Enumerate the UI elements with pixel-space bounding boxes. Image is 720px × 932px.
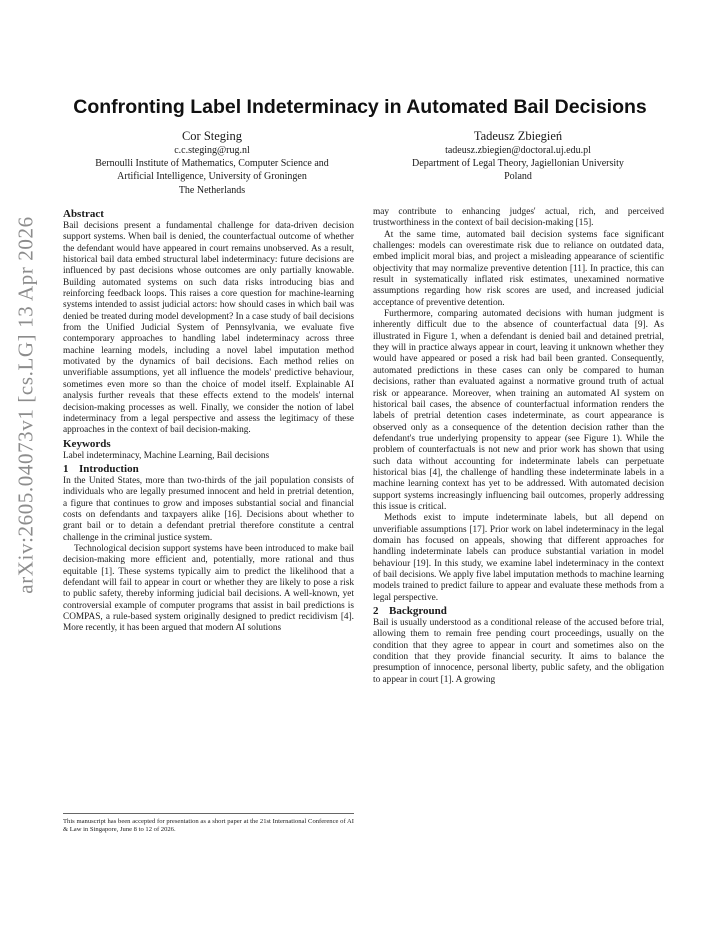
footnote-rule xyxy=(63,813,354,814)
author-affiliation: Poland xyxy=(504,171,532,183)
footnote xyxy=(63,813,354,835)
author-block-2 xyxy=(368,128,668,184)
author-affiliation: The Netherlands xyxy=(178,184,246,196)
author-affiliation: Artificial Intelligence, University of Groningen xyxy=(117,171,307,183)
intro-paragraph: Methods exist to impute indeterminate labels, but all depend on unverifiable assumptions [17]. Prior work on label indeterminacy in the legal domain has focused on appeals, showing that different approaches for handling indeterminate labels can produce substantial variation in model behaviour [19]. In this study, we examine label indeterminacy in the context of bail decisions. We apply five label imputation methods to machine learning models trained to predict failure to appear and evaluate these methods from a legal perspective. xyxy=(373,513,664,603)
keywords-text: Label indeterminacy, Machine Learning, Bail decisions xyxy=(63,450,270,461)
author-name: Cor Steging xyxy=(181,129,243,143)
intro-paragraph-text: Technological decision support systems have been introduced to make bail decision-making more efficient and, potentially, more rational and thus equitable [1]. These systems typically aim to predict the likelihood that a defendant will fail to appear in court or whether they are likely to pose a risk to public safety, thereby informing judicial bail decisions. A well-known, yet controversial example of computer programs that assist in bail predictions is COMPAS, a rule-based system originally designed to predict recidivism [4]. More recently, it has been argued that modern AI solutions xyxy=(63,543,354,634)
arxiv-watermark xyxy=(6,160,46,650)
intro-paragraph xyxy=(63,544,354,635)
abstract-heading: Abstract xyxy=(63,208,104,220)
keywords-heading: Keywords xyxy=(63,437,111,450)
section-title: Introduction xyxy=(79,462,139,475)
intro-paragraph: Furthermore, comparing automated decisions with human judgment is inherently difficult due to the absence of counterfactual data [9]. As illustrated in Figure 1, when a defendant is denied bail and detained pretrial, they will in practice always appear in court, leaving it unknown whether they would have appeared or posed a risk had bail been granted. Consequently, automated predictions in these cases can only be compared to human decisions, rather than evaluated against a normative ground truth of actual risk or appearance. Moreover, when training an automated AI system on historical bail cases, the absence of counterfactual information renders the labels of pretrial detention cases indeterminate, as court appearance is observed only as a consequence of the detention decision rather than the defendant's true underlying propensity to appear (see Figure 1). While the problem of counterfactuals is not new and prior work has shown that using such data without accounting for indeterminate labels can perpetuate historical bias [4], the challenge of handling these indeterminate labels in a machine learning context has yet to be addressed. With automated decision support systems increasingly influencing bail outcomes, properly addressing this issue is critical. xyxy=(373,309,664,512)
section-heading-introduction xyxy=(63,462,354,476)
left-column xyxy=(63,207,354,635)
right-column xyxy=(373,207,664,686)
author-email[interactable]: tadeusz.zbiegien@doctoral.uj.edu.pl xyxy=(445,145,591,156)
background-paragraph: Bail is usually understood as a conditional release of the accused before trial, allowing them to remain free pending court proceedings, usually on the condition that they agree to appear in court and sometimes also on the condition that they provide financial security. It aims to balance the presumption of innocence, personal liberty, public safety, and the obligation to appear in court [1]. A growing xyxy=(373,618,664,685)
paper-title: Confronting Label Indeterminacy in Automated Bail Decisions xyxy=(73,96,647,118)
section-title: Background xyxy=(389,605,447,618)
author-email[interactable]: c.c.steging@rug.nl xyxy=(174,145,250,156)
author-affiliation: Department of Legal Theory, Jagiellonian University xyxy=(412,158,624,170)
section-number: 2 xyxy=(373,605,379,618)
intro-paragraph: At the same time, automated bail decision systems face significant challenges: models can overestimate risk due to reliance on outdated data, embed implicit moral bias, and project a misleading appearance of scientific objectivity that may normalize preventive detention [11]. In practice, this can result in systematically inflated risk estimates, unexamined normative assumptions regarding how risk scores are used, and increased judicial acceptance of preventive detention. xyxy=(373,229,664,308)
section-number: 1 xyxy=(63,462,69,475)
section-heading-background xyxy=(373,604,664,618)
intro-paragraph-continued: may contribute to enhancing judges' actual, rich, and perceived trustworthiness in the context of bail decision-making [15]. xyxy=(373,207,664,229)
arxiv-id[interactable]: arXiv:2605.04073v1 [cs.LG] 13 Apr 2026 xyxy=(13,216,38,594)
abstract-text: Bail decisions present a fundamental challenge for data-driven decision support systems. When bail is denied, the counterfactual outcome of whether the defendant would have appeared in court remains unobserved. As a result, historical bail data embed structural label indeterminacy: future decisions are influenced by past decisions whose outcomes are only partially knowable. Building automated systems on such data risks introducing bias and reinforcing feedback loops. This raises a core question for machine-learning systems intended to assist judicial actors: how should cases in which bail was denied be treated during model development? In a case study of bail decisions from the Unified Judicial System of Pennsylvania, we evaluate five contemporary approaches to handling label indeterminacy across three machine learning models, including a novel label imputation method motivated by the dynamics of bail decisions. Each method relies on unverifiable assumptions, yet all influence the models' predictive behaviour, sometimes even more so than the choice of model itself. Explainable AI analysis further reveals that these effects extend to the models' internal decision-making processes as well. Finally, we consider the notion of label indeterminacy from a legal perspective and assess the legitimacy of these approaches in the context of bail decision-making. xyxy=(63,221,354,436)
author-affiliation: Bernoulli Institute of Mathematics, Computer Science and xyxy=(95,158,329,170)
intro-paragraph: In the United States, more than two-thirds of the jail population consists of individuals who are legally presumed innocent and held in pretrial detention, a figure that continues to grow and imposes substantial social and financial costs on defendants and taxpayers alike [16]. Decisions about whether to grant bail or to detain a defendant pretrial therefore constitute a central challenge in the criminal justice system. xyxy=(63,475,354,543)
author-block-1 xyxy=(62,128,362,197)
footnote-text: This manuscript has been accepted for presentation as a short paper at the 21st International Conference of AI & Law in Singapore, June 8 to 12 of 2026. xyxy=(63,818,354,834)
author-name: Tadeusz Zbiegień xyxy=(473,129,563,143)
